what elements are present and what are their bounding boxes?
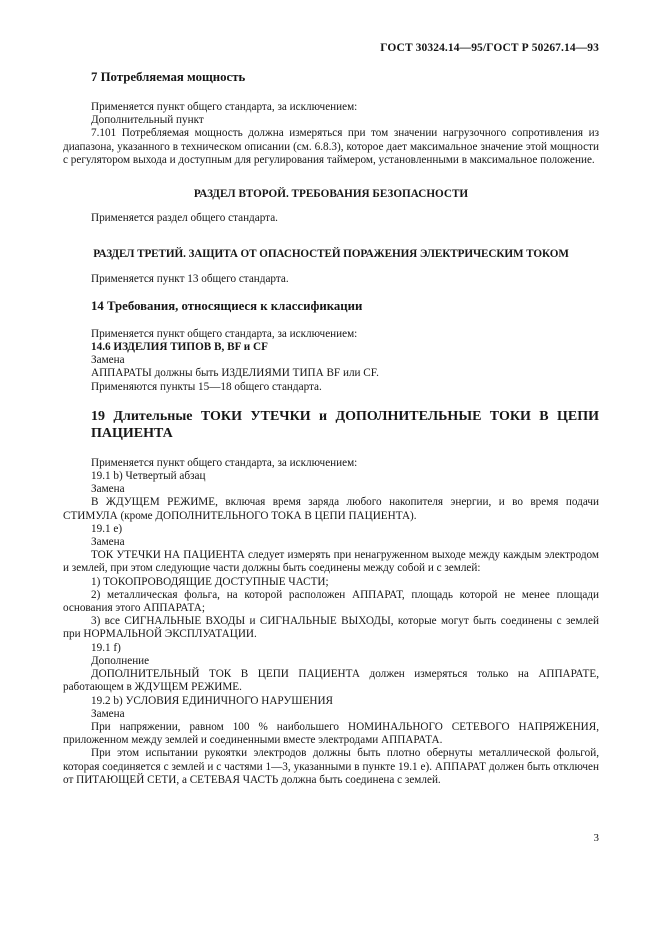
list-item-3: 3) все СИГНАЛЬНЫЕ ВХОДЫ и СИГНАЛЬНЫЕ ВЫХОДЫ, которые могут быть соединены с землей при НОРМАЛЬНОЙ ЭКСПЛУАТАЦИИ. <box>63 615 599 641</box>
clause-7-101: 7.101 Потребляемая мощность должна измеряться при том значении нагрузочного сопротивления из диапазона, указанного в техническом описании (см. 6.8.3), которое дает максимальное значение этой мощности с регулятором выхода и доступным для регулирования таймером, установленными в максимальное положение. <box>63 127 599 166</box>
section-7-title: 7 Потребляемая мощность <box>91 70 246 84</box>
section-7-additional-label: Дополнительный пункт <box>91 114 204 127</box>
clause-19-1-f: 19.1 f) <box>91 641 121 654</box>
section-7-intro: Применяется пункт общего стандарта, за исключением: <box>91 101 358 113</box>
part-three-title: РАЗДЕЛ ТРЕТИЙ. ЗАЩИТА ОТ ОПАСНОСТЕЙ ПОРАЖЕНИЯ ЭЛЕКТРИЧЕСКИМ ТОКОМ <box>93 248 569 261</box>
addition-label: Дополнение <box>91 654 150 667</box>
standby-mode-paragraph: В ЖДУЩЕМ РЕЖИМЕ, включая время заряда любого накопителя энергии, и во время подачи СТИМУЛА (кроме ДОПОЛНИТЕЛЬНОГО ТОКА В ЦЕПИ ПАЦИЕНТА). <box>63 496 599 522</box>
clause-19-2-b: 19.2 b) УСЛОВИЯ ЕДИНИЧНОГО НАРУШЕНИЯ <box>91 694 334 707</box>
auxiliary-current-paragraph: ДОПОЛНИТЕЛЬНЫЙ ТОК В ЦЕПИ ПАЦИЕНТА должен измеряться только на АППАРАТЕ, работающем в ЖДУЩЕМ РЕЖИМЕ. <box>63 668 599 694</box>
clause-14-6-heading: 14.6 ИЗДЕЛИЯ ТИПОВ B, BF и CF <box>91 341 268 354</box>
section-19-title: 19 Длительные ТОКИ УТЕЧКИ и ДОПОЛНИТЕЛЬНЫЕ ТОКИ В ЦЕПИ ПАЦИЕНТА <box>91 408 599 441</box>
replacement-label: Замена <box>91 536 125 549</box>
clause-14-6-text: АППАРАТЫ должны быть ИЗДЕЛИЯМИ ТИПА BF или CF. <box>91 367 379 380</box>
part-three-text: Применяется пункт 13 общего стандарта. <box>91 272 289 285</box>
clause-19-1-e: 19.1 e) <box>91 522 123 535</box>
part-two-title: РАЗДЕЛ ВТОРОЙ. ТРЕБОВАНИЯ БЕЗОПАСНОСТИ <box>193 188 469 201</box>
section-14-note: Применяются пункты 15—18 общего стандарта. <box>91 380 322 393</box>
section-14-intro: Применяется пункт общего стандарта, за исключением: <box>91 327 358 340</box>
list-item-2: 2) металлическая фольга, на которой расположен АППАРАТ, площадь которой не менее площади основания этого АППАРАТА; <box>63 588 599 615</box>
replacement-label: Замена <box>91 483 125 496</box>
clause-19-1-b: 19.1 b) Четвертый абзац <box>91 470 206 483</box>
clause-14-6-replacement-label: Замена <box>91 354 125 367</box>
part-two-text: Применяется раздел общего стандарта. <box>91 212 278 225</box>
page-content <box>63 70 599 787</box>
running-header: ГОСТ 30324.14—95/ГОСТ Р 50267.14—93 <box>380 42 599 54</box>
page-number: 3 <box>593 832 599 844</box>
voltage-paragraph: При напряжении, равном 100 % наибольшего НОМИНАЛЬНОГО СЕТЕВОГО НАПРЯЖЕНИЯ, приложенном между землей и соединенными вместе электродами АППАРАТА. <box>63 720 599 747</box>
replacement-label: Замена <box>91 707 125 720</box>
electrode-foil-paragraph: При этом испытании рукоятки электродов должны быть плотно обернуты металлической фольгой, которая соединяется с землей и с частями 1—3, указанными в пункте 19.1 e). АППАРАТ должен быть отключен от ПИТАЮЩЕЙ СЕТИ, а СЕТЕВАЯ ЧАСТЬ должна быть соединена с землей. <box>63 747 599 786</box>
section-14-title: 14 Требования, относящиеся к классификации <box>91 298 363 313</box>
section-19-intro: Применяется пункт общего стандарта, за исключением: <box>91 456 358 469</box>
list-item-1: 1) ТОКОПРОВОДЯЩИЕ ДОСТУПНЫЕ ЧАСТИ; <box>91 575 329 588</box>
patient-leakage-paragraph: ТОК УТЕЧКИ НА ПАЦИЕНТА следует измерять при ненагруженном выходе между каждым электродом и землей, при этом следующие части должны быть соединены между собой и с землей: <box>63 549 599 575</box>
